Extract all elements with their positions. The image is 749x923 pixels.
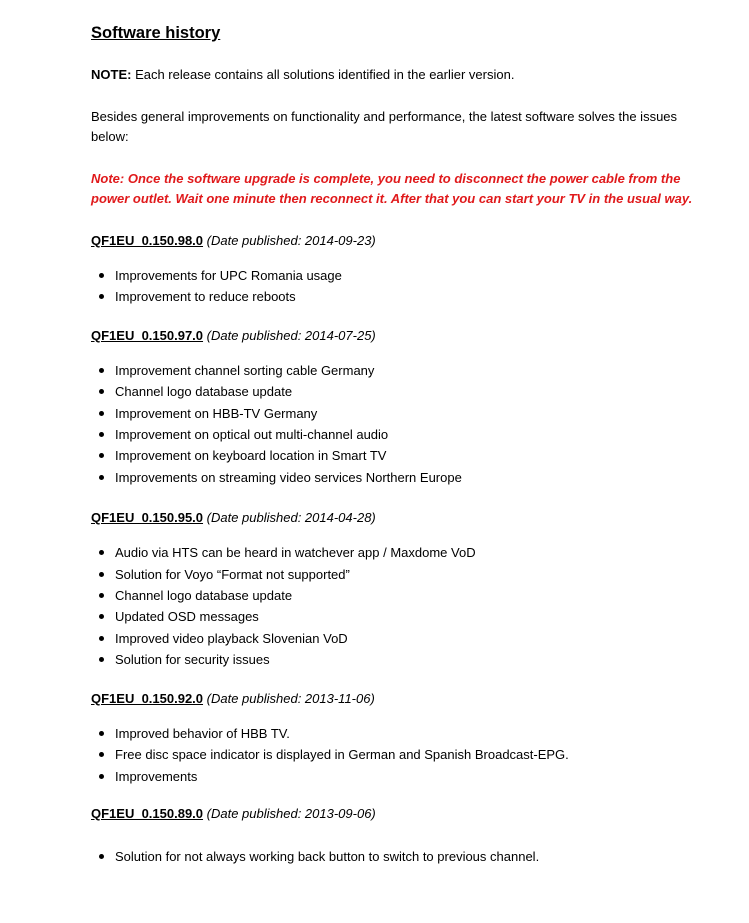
release-items (91, 846, 719, 867)
list-item-text: Updated OSD messages (115, 609, 259, 625)
list-item (91, 467, 719, 488)
bullet-icon (99, 294, 104, 299)
list-item-text: Improvements (115, 768, 198, 784)
list-item (91, 585, 719, 606)
list-item (91, 360, 719, 381)
bullet-icon (99, 389, 104, 394)
list-item (91, 649, 719, 670)
release-version: QF1EU_0.150.95.0 (91, 510, 204, 526)
list-item-text: Channel logo database update (115, 384, 293, 400)
release-items (91, 360, 719, 488)
release-section (91, 689, 719, 787)
list-item (91, 564, 719, 585)
bullet-icon (99, 636, 104, 641)
release-section (91, 804, 719, 867)
list-item-text: Improvement on HBB-TV Germany (115, 405, 318, 421)
bullet-icon (99, 657, 104, 662)
list-item-text: Improvement channel sorting cable Germany (115, 362, 375, 378)
list-item-text: Improvement on keyboard location in Smart TV (115, 448, 387, 464)
list-item (91, 381, 719, 402)
note-label: NOTE: (91, 67, 132, 82)
release-section (91, 326, 719, 488)
release-heading (91, 231, 719, 251)
list-item-text: Improvement to reduce reboots (115, 289, 296, 305)
release-section (91, 231, 719, 308)
list-item (91, 628, 719, 649)
list-item-text: Improvement on optical out multi-channel audio (115, 427, 389, 443)
intro-paragraph: Besides general improvements on functionality and performance, the latest software solves the issues below: (91, 109, 678, 144)
note-paragraph (91, 66, 719, 83)
bullet-icon (99, 411, 104, 416)
bullet-icon (99, 593, 104, 598)
list-item (91, 286, 719, 307)
bullet-icon (99, 774, 104, 779)
list-item (91, 606, 719, 627)
list-item (91, 542, 719, 563)
list-item (91, 445, 719, 466)
bullet-icon (99, 854, 104, 859)
bullet-icon (99, 731, 104, 736)
list-item (91, 265, 719, 286)
bullet-icon (99, 475, 104, 480)
release-version: QF1EU_0.150.98.0 (91, 233, 204, 248)
list-item-text: Improved behavior of HBB TV. (115, 725, 290, 741)
page-title: Software history (91, 24, 221, 42)
list-item (91, 744, 719, 765)
release-heading (91, 508, 719, 528)
list-item-text: Solution for Voyo “Format not supported” (115, 566, 350, 582)
release-date: (Date published: 2014-07-25) (203, 327, 376, 343)
list-item-text: Free disc space indicator is displayed in German and Spanish Broadcast-EPG. (115, 747, 569, 763)
list-item-text: Solution for not always working back button to switch to previous channel. (115, 848, 540, 864)
release-items (91, 723, 719, 787)
release-version: QF1EU_0.150.92.0 (91, 690, 204, 706)
list-item (91, 403, 719, 424)
list-item-text: Channel logo database update (115, 588, 293, 604)
list-item (91, 424, 719, 445)
list-item (91, 766, 719, 787)
release-heading (91, 326, 719, 346)
release-version: QF1EU_0.150.97.0 (91, 327, 204, 343)
release-date: (Date published: 2013-11-06) (203, 690, 375, 706)
bullet-icon (99, 273, 104, 278)
bullet-icon (99, 453, 104, 458)
release-heading (91, 689, 719, 709)
bullet-icon (99, 550, 104, 555)
bullet-icon (99, 614, 104, 619)
list-item-text: Improved video playback Slovenian VoD (115, 630, 348, 646)
list-item-text: Improvements for UPC Romania usage (115, 268, 342, 283)
bullet-icon (99, 752, 104, 757)
release-items (91, 265, 719, 308)
list-item-text: Solution for security issues (115, 652, 270, 668)
release-version: QF1EU_0.150.89.0 (91, 805, 204, 821)
bullet-icon (99, 368, 104, 373)
bullet-icon (99, 432, 104, 437)
list-item-text: Improvements on streaming video services Northern Europe (115, 469, 462, 485)
note-text: Each release contains all solutions identified in the earlier version. (131, 67, 515, 82)
list-item (91, 723, 719, 744)
release-heading (91, 804, 719, 824)
release-items (91, 542, 719, 670)
release-date: (Date published: 2014-09-23) (203, 233, 376, 248)
release-date: (Date published: 2014-04-28) (203, 510, 376, 526)
upgrade-warning: Note: Once the software upgrade is complete, you need to disconnect the power cable from the power outlet. Wait one minute then reconnect it. After that you can start your TV in the usual way. (91, 171, 693, 206)
release-section (91, 508, 719, 670)
list-item (91, 846, 719, 867)
list-item-text: Audio via HTS can be heard in watchever app / Maxdome VoD (115, 545, 476, 561)
bullet-icon (99, 572, 104, 577)
release-date: (Date published: 2013-09-06) (203, 805, 376, 821)
